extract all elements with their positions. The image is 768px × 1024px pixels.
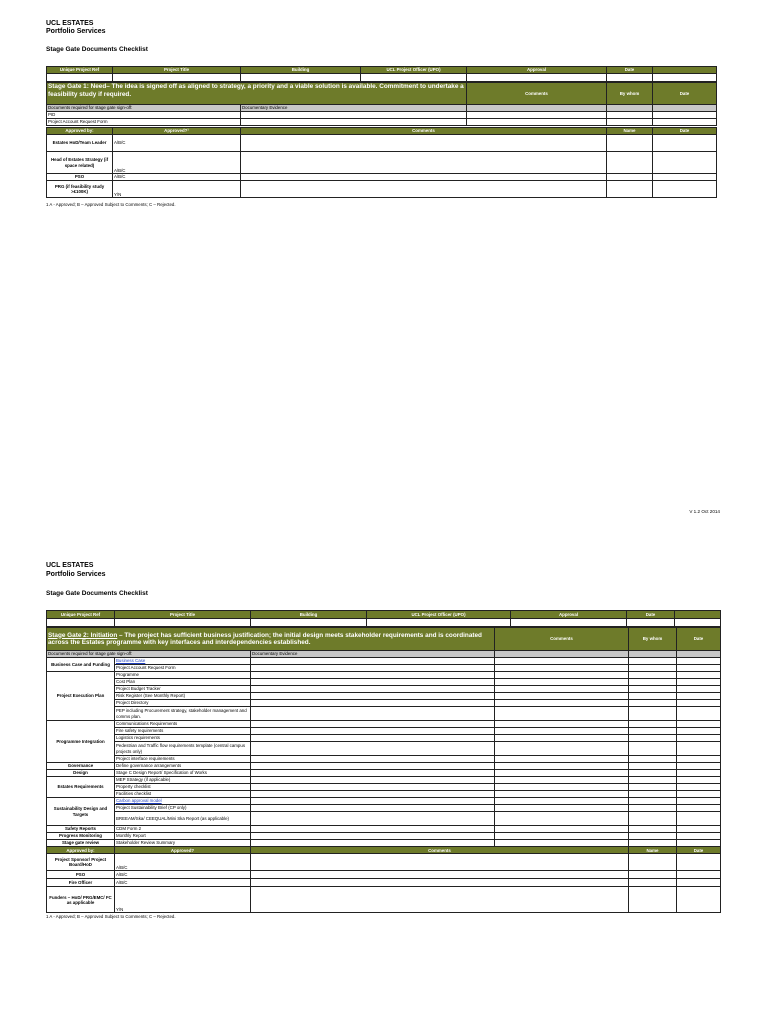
- approver-label: Project Sponsor/ Project Board/HoD: [47, 854, 115, 871]
- evidence-field[interactable]: [251, 791, 495, 798]
- doc-group-label: Safety Reports: [47, 826, 115, 833]
- stage2-docs-required: Documents required for stage gate sign-off:: [47, 651, 251, 658]
- doc-row: [47, 756, 721, 763]
- stage2-footnote: 1 A - Approved; B – Approved Subject to Comments; C – Rejected.: [46, 914, 176, 920]
- entry-field[interactable]: [495, 707, 629, 721]
- approval-value[interactable]: A/B/C: [113, 135, 241, 152]
- entry-field[interactable]: [677, 763, 721, 770]
- name-head: Name: [607, 128, 653, 135]
- doc-item: Define governance arrangements: [115, 763, 251, 770]
- evidence-field[interactable]: [251, 679, 495, 686]
- evidence-field[interactable]: [251, 735, 495, 742]
- col-project-title: Project Title: [115, 611, 251, 619]
- entry-field[interactable]: [495, 742, 629, 756]
- entry-field[interactable]: [495, 672, 629, 679]
- entry-field[interactable]: [677, 784, 721, 791]
- approver-label: Head of Estates Strategy (if space related): [47, 152, 113, 174]
- doc-row: [47, 686, 721, 693]
- doc-row: [47, 770, 721, 777]
- entry-field[interactable]: [629, 812, 677, 826]
- entry-field[interactable]: [677, 735, 721, 742]
- building-field[interactable]: [251, 619, 367, 627]
- entry-field[interactable]: [629, 805, 677, 812]
- project-title-field[interactable]: [115, 619, 251, 627]
- doc-group-label: Programme Integration: [47, 721, 115, 763]
- entry-field[interactable]: [629, 826, 677, 833]
- entry-field[interactable]: [629, 770, 677, 777]
- approval-value[interactable]: A/B/C: [113, 152, 241, 174]
- evidence-field[interactable]: [251, 798, 495, 805]
- doc-item: Programme: [115, 672, 251, 679]
- evidence-field[interactable]: [251, 833, 495, 840]
- approved-head: Approved?: [115, 847, 251, 854]
- approver-label: PSO: [47, 174, 113, 181]
- approval-value[interactable]: Y/N: [115, 887, 251, 913]
- doc-row: [47, 763, 721, 770]
- doc-item: Risk Register (See Monthly Report): [115, 693, 251, 700]
- version-label: V 1.2 Oct 2014: [689, 509, 720, 514]
- entry-field[interactable]: [629, 700, 677, 707]
- evidence-field[interactable]: [251, 770, 495, 777]
- approval-value[interactable]: A/B/C: [115, 871, 251, 879]
- entry-field[interactable]: [629, 665, 677, 672]
- doc-item: Logistics requirements: [115, 735, 251, 742]
- entry-field[interactable]: [495, 833, 629, 840]
- doc-group-label: Stage gate review: [47, 840, 115, 847]
- comments-head: Comments: [241, 128, 607, 135]
- evidence-field[interactable]: [251, 812, 495, 826]
- entry-field[interactable]: [495, 826, 629, 833]
- doc-row: [47, 700, 721, 707]
- doc-group-label: Estates Requirements: [47, 777, 115, 798]
- entry-field[interactable]: [495, 805, 629, 812]
- entry-field[interactable]: [629, 658, 677, 665]
- entry-field[interactable]: [629, 763, 677, 770]
- evidence-field[interactable]: [251, 805, 495, 812]
- approved-by-head: Approved by:: [47, 847, 115, 854]
- doc-group-label: Governance: [47, 763, 115, 770]
- col-approval: Approval: [511, 611, 627, 619]
- entry-field[interactable]: [495, 784, 629, 791]
- col-project-ref: Unique Project Ref: [47, 67, 113, 74]
- entry-field[interactable]: [495, 665, 629, 672]
- entry-field[interactable]: [495, 763, 629, 770]
- entry-field[interactable]: [495, 791, 629, 798]
- stage1-doc-pid: PID: [47, 112, 241, 119]
- stage2-banner: Stage Gate 2: Initiation – The project has sufficient business justification; the initial design meets stakeholder requirements and is coordinated across the Estates programme with key interfaces and interdependencies established.: [47, 628, 495, 651]
- approval-value[interactable]: A/B/C: [113, 174, 241, 181]
- dept-name: Portfolio Services: [46, 28, 106, 35]
- project-header-table: [46, 610, 721, 627]
- evidence-field[interactable]: [251, 686, 495, 693]
- doc-row: [47, 833, 721, 840]
- doc-row: [47, 665, 721, 672]
- entry-field[interactable]: [495, 735, 629, 742]
- doc-row: [47, 784, 721, 791]
- doc-group-label: Sustainability Design and Targets: [47, 798, 115, 826]
- doc-item: Project Account Request Form: [115, 665, 251, 672]
- col-date: Date: [627, 611, 675, 619]
- evidence-field[interactable]: [251, 728, 495, 735]
- stage2-date-head: Date: [677, 628, 721, 651]
- entry-field[interactable]: [629, 728, 677, 735]
- doc-row: [47, 805, 721, 812]
- entry-field[interactable]: [677, 707, 721, 721]
- doc-item[interactable]: Business Case: [115, 658, 251, 665]
- stage1-banner-text: Stage Gate 1: Need– The idea is signed off as aligned to strategy, a priority and a viable solution is available. Commitment to undertake a feasibility study if required.: [47, 83, 464, 103]
- col-date: Date: [607, 67, 653, 74]
- evidence-field[interactable]: [251, 826, 495, 833]
- date-head: Date: [677, 847, 721, 854]
- doc-item: Stage C Design Report/ Specification of Works: [115, 770, 251, 777]
- stage2-table: [46, 627, 721, 847]
- stage1-bywhom-head: By whom: [607, 83, 653, 105]
- doc-item: Fire safety requirements: [115, 728, 251, 735]
- entry-field[interactable]: [677, 798, 721, 805]
- entry-field[interactable]: [495, 700, 629, 707]
- entry-field[interactable]: [677, 777, 721, 784]
- stage1-docs-required: Documents required for stage gate sign-off:: [47, 105, 241, 112]
- entry-field[interactable]: [629, 672, 677, 679]
- stage1-doc-account: Project Account Request Form: [47, 119, 241, 126]
- date-field[interactable]: [627, 619, 675, 627]
- col-building: Building: [241, 67, 361, 74]
- col-project-ref: Unique Project Ref: [47, 611, 115, 619]
- entry-field[interactable]: [677, 721, 721, 728]
- col-approval: Approval: [467, 67, 607, 74]
- org-name: UCL ESTATES: [46, 20, 94, 27]
- doc-row: [47, 693, 721, 700]
- doc-item: Project Directory: [115, 700, 251, 707]
- entry-field[interactable]: [629, 798, 677, 805]
- doc-item: CDM Form 2: [115, 826, 251, 833]
- doc-item: BREEAM/Ska/ CEEQUAL/Mini Ska Report (as applicable): [115, 812, 251, 826]
- entry-field[interactable]: [677, 686, 721, 693]
- entry-field[interactable]: [495, 658, 629, 665]
- entry-field[interactable]: [677, 700, 721, 707]
- doc-item: Monthly Report: [115, 833, 251, 840]
- entry-field[interactable]: [677, 770, 721, 777]
- stage1-doc-evidence: Documentary Evidence: [241, 105, 467, 112]
- approved-by-head: Approved by:: [47, 128, 113, 135]
- doc-row: [47, 791, 721, 798]
- entry-field[interactable]: [677, 658, 721, 665]
- entry-field[interactable]: [629, 756, 677, 763]
- doc-item: Pedestrian and Traffic flow requirements template (central campus projects only): [115, 742, 251, 756]
- col-upo: UCL Project Officer (UPO): [367, 611, 511, 619]
- entry-field[interactable]: [495, 777, 629, 784]
- approved-head: Approved?¹: [113, 128, 241, 135]
- entry-field[interactable]: [629, 679, 677, 686]
- entry-field[interactable]: [629, 777, 677, 784]
- stage2-doc-evidence: Documentary Evidence: [251, 651, 495, 658]
- doc-row: [47, 707, 721, 721]
- stage1-footnote: 1 A - Approved; B – Approved Subject to Comments; C – Rejected.: [46, 202, 176, 207]
- doc-row: [47, 672, 721, 679]
- evidence-field[interactable]: [251, 693, 495, 700]
- entry-field[interactable]: [677, 833, 721, 840]
- project-ref-field[interactable]: [47, 619, 115, 627]
- entry-field[interactable]: [495, 679, 629, 686]
- evidence-field[interactable]: [251, 658, 495, 665]
- evidence-field[interactable]: [251, 756, 495, 763]
- entry-field[interactable]: [495, 812, 629, 826]
- entry-field[interactable]: [677, 728, 721, 735]
- approval-value[interactable]: A/B/C: [115, 879, 251, 887]
- doc-item: Stakeholder Review Summary: [115, 840, 251, 847]
- approver-label: Estates HoD/Team Leader: [47, 135, 113, 152]
- approval-value[interactable]: A/B/C: [115, 854, 251, 871]
- evidence-field[interactable]: [251, 763, 495, 770]
- doc-row: [47, 735, 721, 742]
- entry-field[interactable]: [629, 742, 677, 756]
- evidence-field[interactable]: [251, 707, 495, 721]
- entry-field[interactable]: [677, 756, 721, 763]
- doc-title: Stage Gate Documents Checklist: [46, 590, 148, 597]
- entry-field[interactable]: [495, 798, 629, 805]
- doc-row: [47, 812, 721, 826]
- entry-field[interactable]: [677, 693, 721, 700]
- entry-field[interactable]: [495, 770, 629, 777]
- entry-field[interactable]: [677, 742, 721, 756]
- doc-row: [47, 679, 721, 686]
- entry-field[interactable]: [629, 693, 677, 700]
- doc-row: [47, 742, 721, 756]
- entry-field[interactable]: [495, 728, 629, 735]
- comments-head: Comments: [251, 847, 629, 854]
- doc-item: Facilities checklist: [115, 791, 251, 798]
- evidence-field[interactable]: [251, 672, 495, 679]
- stage1-date-head: Date: [653, 83, 717, 105]
- approval-field[interactable]: [511, 619, 627, 627]
- entry-field[interactable]: [677, 672, 721, 679]
- date-head: Date: [653, 128, 717, 135]
- entry-field[interactable]: [495, 721, 629, 728]
- entry-field[interactable]: [629, 784, 677, 791]
- org-name: UCL ESTATES: [46, 562, 94, 569]
- entry-field[interactable]: [495, 686, 629, 693]
- evidence-field[interactable]: [251, 784, 495, 791]
- doc-item: Project interface requirements: [115, 756, 251, 763]
- evidence-field[interactable]: [251, 700, 495, 707]
- doc-item: PEP including Procurement strategy, stakeholder management and comms plan.: [115, 707, 251, 721]
- evidence-field[interactable]: [251, 777, 495, 784]
- doc-title: Stage Gate Documents Checklist: [46, 46, 148, 53]
- entry-field[interactable]: [677, 805, 721, 812]
- entry-field[interactable]: [629, 735, 677, 742]
- doc-item: Project Sustainability Brief (CP only): [115, 805, 251, 812]
- doc-row: [47, 777, 721, 784]
- entry-field[interactable]: [677, 679, 721, 686]
- evidence-field[interactable]: [251, 721, 495, 728]
- entry-field[interactable]: [629, 833, 677, 840]
- approver-label: Fire Officer: [47, 879, 115, 887]
- doc-item: Property checklist: [115, 784, 251, 791]
- entry-field[interactable]: [677, 665, 721, 672]
- approver-label: Funders – HoD/ PRG/EMC/ FC as applicable: [47, 887, 115, 913]
- approver-label: PRG (if feasibility study >£100K): [47, 181, 113, 198]
- approval-value[interactable]: Y/N: [113, 181, 241, 198]
- approver-label: PSO: [47, 871, 115, 879]
- entry-field[interactable]: [677, 826, 721, 833]
- doc-item: Project Budget Tracker: [115, 686, 251, 693]
- doc-item: MEP Strategy (if applicable): [115, 777, 251, 784]
- name-head: Name: [629, 847, 677, 854]
- entry-field[interactable]: [629, 791, 677, 798]
- stage1-comments-head: Comments: [467, 83, 607, 105]
- col-building: Building: [251, 611, 367, 619]
- upo-field[interactable]: [367, 619, 511, 627]
- stage2-approval-table: [46, 846, 721, 913]
- doc-group-label: Progress Monitoring: [47, 833, 115, 840]
- doc-row: [47, 728, 721, 735]
- entry-field[interactable]: [495, 756, 629, 763]
- dept-name: Portfolio Services: [46, 571, 106, 578]
- entry-field[interactable]: [629, 721, 677, 728]
- entry-field[interactable]: [629, 686, 677, 693]
- doc-group-label: Design: [47, 770, 115, 777]
- col-project-title: Project Title: [113, 67, 241, 74]
- entry-field[interactable]: [677, 812, 721, 826]
- evidence-field[interactable]: [251, 665, 495, 672]
- doc-group-label: Project Execution Plan: [47, 672, 115, 721]
- stage2-comments-head: Comments: [495, 628, 629, 651]
- doc-group-label: Business Case and Funding: [47, 658, 115, 672]
- entry-field[interactable]: [495, 693, 629, 700]
- doc-item: Communications Requirements: [115, 721, 251, 728]
- entry-field[interactable]: [677, 791, 721, 798]
- col-upo: UCL Project Officer (UPO): [361, 67, 467, 74]
- doc-item: Cost Plan: [115, 679, 251, 686]
- doc-row: [47, 658, 721, 665]
- evidence-field[interactable]: [251, 742, 495, 756]
- doc-row: [47, 826, 721, 833]
- doc-row: [47, 721, 721, 728]
- entry-field[interactable]: [629, 707, 677, 721]
- doc-item[interactable]: Carbon approval model: [115, 798, 251, 805]
- stage2-bywhom-head: By whom: [629, 628, 677, 651]
- doc-row: [47, 798, 721, 805]
